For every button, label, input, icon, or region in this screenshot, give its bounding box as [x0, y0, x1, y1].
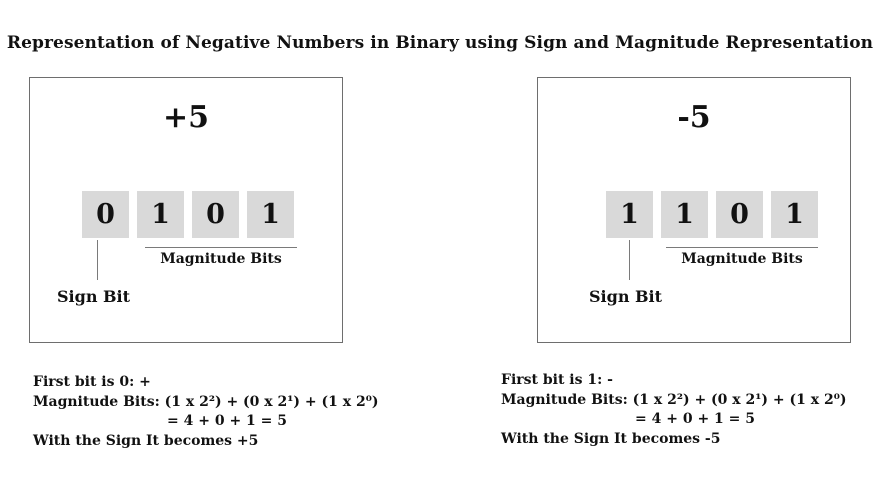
magnitude-bit-cell: 1: [137, 191, 184, 238]
magnitude-bit-cell: 1: [247, 191, 294, 238]
magnitude-bit-cell: 1: [661, 191, 708, 238]
magnitude-bracket-line: [666, 247, 818, 248]
magnitude-calc-expression: (1 x 2²) + (0 x 2¹) + (1 x 2⁰): [164, 393, 379, 410]
sign-bit-pointer-line: [629, 240, 630, 280]
magnitude-calc-prefix: Magnitude Bits:: [33, 393, 165, 410]
magnitude-bit-cell: 0: [716, 191, 763, 238]
magnitude-calc-expression: (1 x 2²) + (0 x 2¹) + (1 x 2⁰): [632, 391, 847, 408]
first-bit-text: First bit is 0: +: [33, 374, 151, 390]
sign-bit-label: Sign Bit: [57, 287, 131, 306]
sign-bit-cell: 0: [82, 191, 129, 238]
magnitude-calc-line: [33, 393, 378, 413]
magnitude-calc-line: [501, 391, 846, 411]
sign-bit-pointer-line: [97, 240, 98, 280]
final-value-text: With the Sign It becomes +5: [33, 432, 259, 449]
negative-explanation: [501, 371, 846, 449]
magnitude-calc-prefix: Magnitude Bits:: [501, 391, 633, 408]
sign-bit-cell: 1: [606, 191, 653, 238]
number-label: -5: [677, 100, 711, 135]
positive-number-panel: [29, 77, 343, 343]
magnitude-bits-label: Magnitude Bits: [160, 251, 282, 267]
magnitude-bracket-line: [145, 247, 297, 248]
magnitude-result-text: = 4 + 0 + 1 = 5: [635, 411, 756, 427]
sign-bit-label: Sign Bit: [589, 287, 663, 306]
negative-number-panel: [537, 77, 851, 343]
magnitude-result-text: = 4 + 0 + 1 = 5: [167, 413, 288, 429]
magnitude-bit-cell: 1: [771, 191, 818, 238]
number-label: +5: [162, 100, 209, 135]
magnitude-bits-label: Magnitude Bits: [681, 251, 803, 267]
magnitude-bit-cell: 0: [192, 191, 239, 238]
final-value-text: With the Sign It becomes -5: [501, 430, 721, 447]
diagram-title: Representation of Negative Numbers in Binary using Sign and Magnitude Representation: [6, 33, 874, 53]
first-bit-text: First bit is 1: -: [501, 372, 613, 388]
positive-explanation: [33, 373, 378, 451]
